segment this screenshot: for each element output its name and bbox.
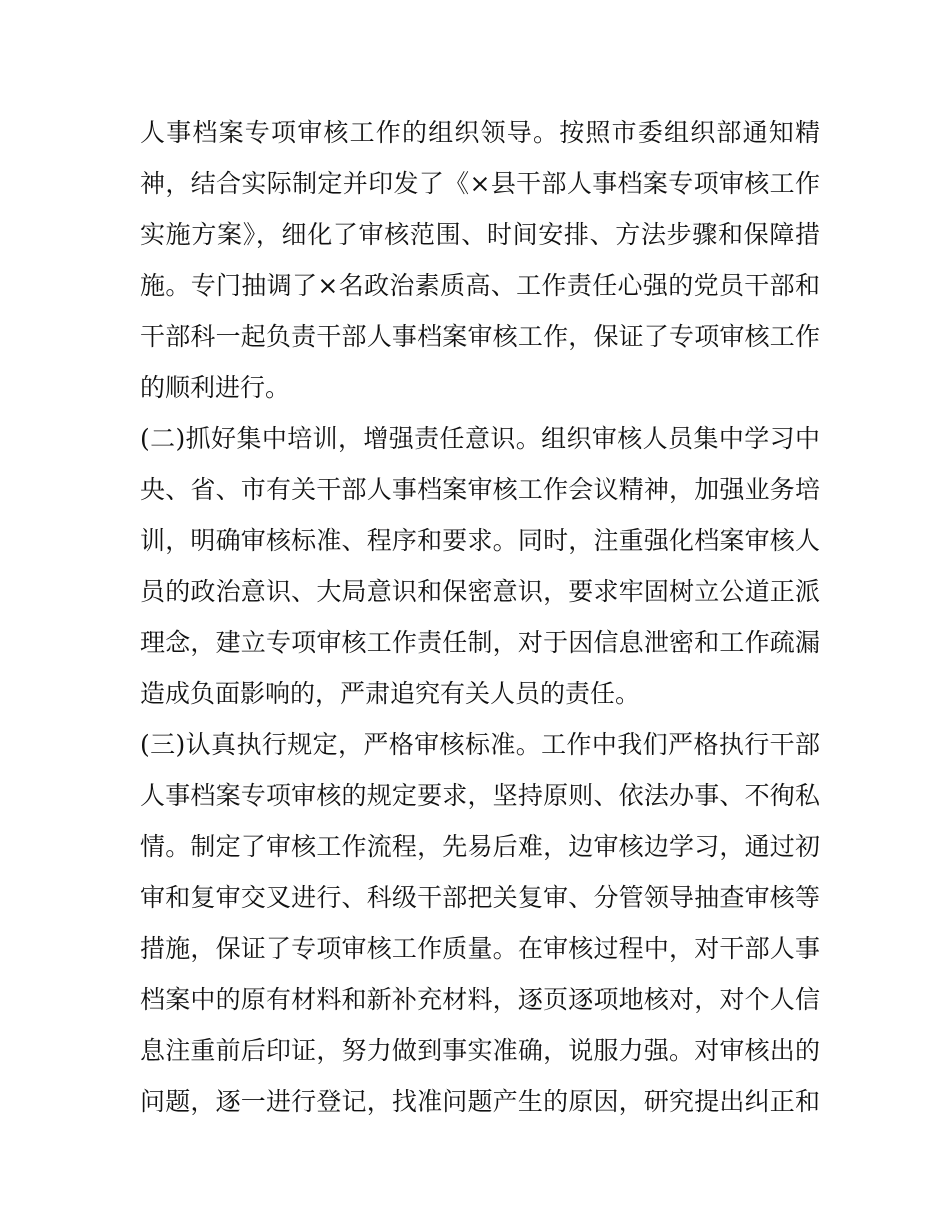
text-line: 央、省、市有关干部人事档案审核工作会议精神，加强业务培: [140, 475, 820, 504]
text-line: 档案中的原有材料和新补充材料，逐页逐项地核对，对个人信: [140, 985, 820, 1014]
text-line: 人事档案专项审核工作的组织领导。按照市委组织部通知精: [140, 118, 820, 147]
text-line: 施。专门抽调了×名政治素质高、工作责任心强的党员干部和: [140, 271, 820, 300]
text-line: 审和复审交叉进行、科级干部把关复审、分管领导抽查审核等: [140, 883, 820, 912]
text-line: 干部科一起负责干部人事档案审核工作，保证了专项审核工作: [140, 322, 820, 351]
text-line: (三)认真执行规定，严格审核标准。工作中我们严格执行干部: [140, 730, 820, 759]
text-line: 息注重前后印证，努力做到事实准确，说服力强。对审核出的: [140, 1036, 820, 1065]
text-line: 问题，逐一进行登记，找准问题产生的原因，研究提出纠正和: [140, 1087, 820, 1116]
text-line: 情。制定了审核工作流程，先易后难，边审核边学习，通过初: [140, 832, 820, 861]
text-line: 员的政治意识、大局意识和保密意识，要求牢固树立公道正派: [140, 577, 820, 606]
text-line: 神，结合实际制定并印发了《×县干部人事档案专项审核工作: [140, 169, 820, 198]
body-text: [140, 107, 820, 1127]
text-line: 训，明确审核标准、程序和要求。同时，注重强化档案审核人: [140, 526, 820, 555]
text-line: 人事档案专项审核的规定要求，坚持原则、依法办事、不徇私: [140, 781, 820, 810]
text-line: 的顺利进行。: [140, 373, 291, 402]
text-line: (二)抓好集中培训，增强责任意识。组织审核人员集中学习中: [140, 424, 820, 453]
text-line: 措施，保证了专项审核工作质量。在审核过程中，对干部人事: [140, 934, 820, 963]
text-line: 理念，建立专项审核工作责任制，对于因信息泄密和工作疏漏: [140, 628, 820, 657]
text-line: 实施方案》，细化了审核范围、时间安排、方法步骤和保障措: [140, 220, 820, 249]
text-line: 造成负面影响的，严肃追究有关人员的责任。: [140, 679, 641, 708]
